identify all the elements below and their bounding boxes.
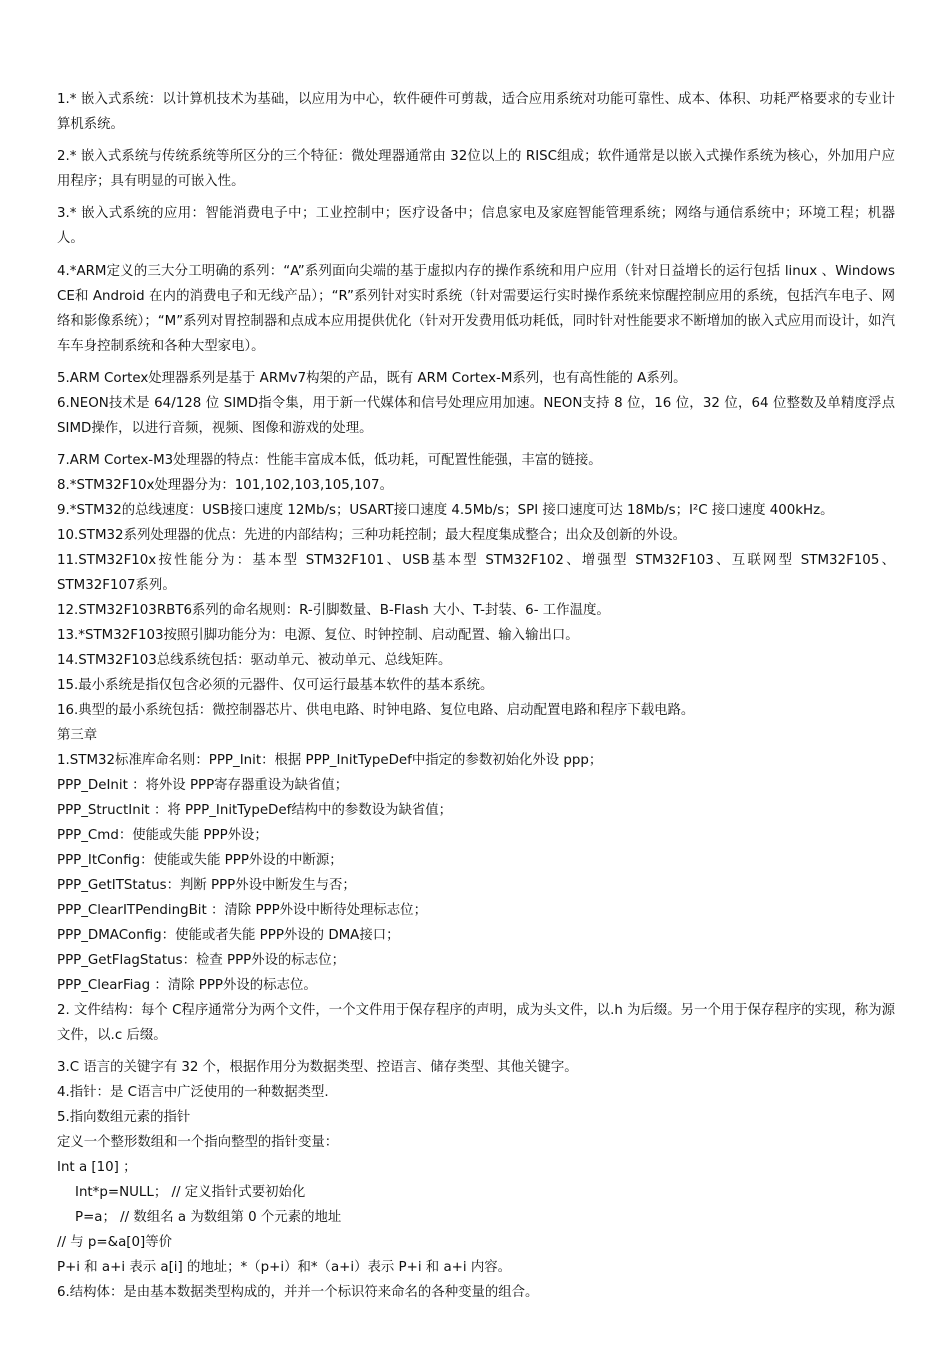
naming-rule-line: 1.STM32标准库命名则：PPP_Init：根据 PPP_InitTypeDef中指定的参数初始化外设 ppp；	[57, 752, 603, 768]
paragraph-5: 5.ARM Cortex处理器系列是基于 ARMv7构架的产品，既有 ARM Cortex-M系列，也有高性能的 A系列。	[57, 370, 687, 386]
array-pointer-heading: 5.指向数组元素的指针	[57, 1110, 191, 1126]
paragraph-16: 16.典型的最小系统包括：微控制器芯片、供电电路、时钟电路、复位电路、启动配置电路和程序下载电路。	[57, 702, 695, 718]
paragraph-14: 14.STM32F103总线系统包括：驱动单元、被动单元、总线矩阵。	[57, 652, 452, 668]
naming-dmaconfig-line: PPP_DMAConfig：使能或者失能 PPP外设的 DMA接口；	[57, 927, 400, 943]
paragraph-7: 7.ARM Cortex-M3处理器的特点：性能丰富成本低，低功耗，可配置性能强，丰富的链接。	[57, 452, 602, 468]
paragraph-6: 6.NEON技术是 64/128 位 SIMD指令集，用于新一代媒体和信号处理应用加速。NEON支持 8 位，16 位，32 位，64 位整数及单精度浮点 SIMD操作，以进行音频，视频、图像和游戏的处理。	[57, 395, 895, 436]
paragraph-13: 13.*STM32F103按照引脚功能分为：电源、复位、时钟控制、启动配置、输入输出口。	[57, 627, 579, 643]
naming-getflagstatus-line: PPP_GetFlagStatus：检查 PPP外设的标志位；	[57, 952, 345, 968]
code-line-comment: // 与 p=&a[0]等价	[57, 1235, 173, 1251]
chapter-heading: 第三章	[57, 727, 98, 743]
paragraph-15: 15.最小系统是指仅包含必须的元器件、仅可运行最基本软件的基本系统。	[57, 677, 494, 693]
naming-cmd-line: PPP_Cmd：使能或失能 PPP外设；	[57, 827, 268, 843]
code-line-pointer-assign: P=a； // 数组名 a 为数组第 0 个元素的地址	[75, 1210, 342, 1226]
naming-structinit-line: PPP_StructInit ：将 PPP_InitTypeDef结构中的参数设为缺省值；	[57, 802, 453, 818]
array-pointer-intro: 定义一个整形数组和一个指向整型的指针变量：	[57, 1135, 339, 1151]
file-structure-paragraph: 2. 文件结构：每个 C程序通常分为两个文件，一个文件用于保存程序的声明，成为头文件，以.h 为后缀。另一个用于保存程序的实现，称为源文件，以.c 后缀。	[57, 1002, 895, 1043]
c-keywords-line: 3.C 语言的关键字有 32 个，根据作用分为数据类型、控语言、储存类型、其他关键字。	[57, 1060, 578, 1076]
paragraph-9: 9.*STM32的总线速度：USB接口速度 12Mb/s；USART接口速度 4.5Mb/s；SPI 接口速度可达 18Mb/s；I²C 接口速度 400kHz。	[57, 502, 834, 518]
paragraph-3: 3.* 嵌入式系统的应用：智能消费电子中；工业控制中；医疗设备中；信息家电及家庭智能管理系统；网络与通信系统中；环境工程；机器人。	[57, 206, 895, 247]
pointer-definition-line: 4.指针：是 C语言中广泛使用的一种数据类型.	[57, 1085, 329, 1101]
naming-clearflag-line: PPP_ClearFiag ：清除 PPP外设的标志位。	[57, 977, 317, 993]
paragraph-11: 11.STM32F10x按性能分为：基本型 STM32F101、USB基本型 STM32F102、增强型 STM32F103、互联网型 STM32F105、STM32F107系列。	[57, 552, 895, 593]
paragraph-12: 12.STM32F103RBT6系列的命名规则：R-引脚数量、B-Flash 大小、T-封装、6- 工作温度。	[57, 602, 610, 618]
naming-deinit-line: PPP_DeInit ：将外设 PPP寄存器重设为缺省值；	[57, 777, 349, 793]
paragraph-2: 2.* 嵌入式系统与传统系统等所区分的三个特征：微处理器通常由 32位以上的 RISC组成；软件通常是以嵌入式操作系统为核心，外加用户应用程序；具有明显的可嵌入性。	[57, 149, 895, 190]
pointer-arithmetic-line: P+i 和 a+i 表示 a[i] 的地址；*（p+i）和*（a+i）表示 P+i 和 a+i 内容。	[57, 1260, 512, 1276]
naming-clearitpending-line: PPP_ClearITPendingBit ：清除 PPP外设中断待处理标志位；	[57, 902, 427, 918]
naming-itconfig-line: PPP_ItConfig：使能或失能 PPP外设的中断源；	[57, 852, 343, 868]
code-line-array: Int a [10] ；	[57, 1160, 137, 1176]
struct-definition-line: 6.结构体：是由基本数据类型构成的，并并一个标识符来命名的各种变量的组合。	[57, 1285, 539, 1301]
paragraph-8: 8.*STM32F10x处理器分为：101,102,103,105,107。	[57, 477, 393, 493]
paragraph-1: 1.* 嵌入式系统：以计算机技术为基础，以应用为中心，软件硬件可剪裁，适合应用系统对功能可靠性、成本、体积、功耗严格要求的专业计算机系统。	[57, 92, 895, 132]
paragraph-10: 10.STM32系列处理器的优点：先进的内部结构；三种功耗控制；最大程度集成整合；出众及创新的外设。	[57, 527, 686, 543]
code-line-pointer-init: Int*p=NULL； // 定义指针式要初始化	[75, 1185, 306, 1201]
naming-getitstatus-line: PPP_GetITStatus：判断 PPP外设中断发生与否；	[57, 877, 356, 893]
paragraph-4: 4.*ARM定义的三大分工明确的系列：“A”系列面向尖端的基于虚拟内存的操作系统和用户应用（针对日益增长的运行包括 linux 、Windows CE和 Android 在内的消费电子和无线产品）；“R”系列针对实时系统（针对需要运行实时操作系统来惊醒控制应用的系统，包括汽车电子、网络和影像系统）；“M”系列对胃控制器和点成本应用提供优化（针对开发费用低功耗低，同时针对性能要求不断增加的嵌入式应用而设计，如汽车车身控制系统和各种大型家电）。	[57, 263, 895, 354]
